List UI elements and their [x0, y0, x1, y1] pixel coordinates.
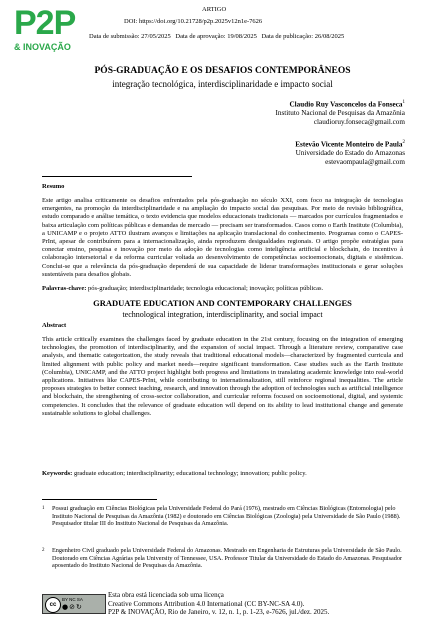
footnote-2 — [42, 547, 403, 570]
subtitle-english: technological integration, interdisciplinarity, and social impact — [122, 310, 323, 319]
keywords-portuguese — [42, 285, 403, 293]
abstract-heading: Abstract — [42, 322, 67, 329]
author-email[interactable]: claudioruy.fonseca@gmail.com — [313, 118, 405, 127]
footnote-ref[interactable]: 1 — [402, 100, 405, 105]
abstract-body: This article critically examines the challenges faced by graduate education in the 21st century, focusing on the integration of emerging technologies, the promotion of interdisciplinarity, and the expansion of social impact. Through a literature review, comparative case analysis, and thematic categorization, the study reveals that traditional educational models—characterized by fragmented curricula and limited alignment with public policy and market needs—require significant transformation. Case studies such as the Earth Institute (Columbia), UNICAMP, and the ATTO project highlight both progress and limitations in translating academic knowledge into real-world applications. Initiatives like CAPES-PrInt, while contributing to internationalization, still reinforce regional inequalities. The article proposes strategies to better connect teaching, research, and innovation through the adoption of technologies such as artificial intelligence and blockchain, the strengthening of cross-sector collaboration, and curricular reforms focused on socioemotional, digital, and systemic competencies. It concludes that the relevance of graduate education will depend on its ability to lead institutional change and generate sustainable solutions to global challenges. — [42, 336, 403, 417]
publication-dates — [89, 33, 347, 40]
resumo-body: Este artigo analisa criticamente os desafios enfrentados pela pós-graduação no século XXI, com foco na integração de tecnologias emergentes, na promoção da interdisciplinaridade e na ampliação do impacto social das pesquisas. Por meio de revisão bibliográfica, estudo comparado e análise temática, o texto evidencia que modelos educacionais tradicionais — marcados por currículos fragmentados e baixa articulação com políticas públicas e demandas de mercado — precisam ser transformados. Casos como o Earth Institute (Columbia), a UNICAMP e o projeto ATTO ilustram avanços e limitações na aplicação translacional do conhecimento. Programas como o CAPES-PrInt, apesar de contribuírem para a internacionalização, ainda reproduzem desigualdades regionais. O artigo propõe estratégias para conectar ensino, pesquisa e inovação por meio da adoção de tecnologias como inteligência artificial e blockchain, do incentivo à colaboração intersetorial e da reforma curricular voltada ao desenvolvimento de competências socioemocionais, digitais e sistêmicas. Conclui-se que a relevância da pós-graduação dependerá de sua capacidade de liderar transformações institucionais e gerar soluções sustentáveis para desafios globais. — [42, 197, 403, 278]
cc-tags: BY NC SA — [62, 597, 83, 602]
resumo-heading: Resumo — [42, 183, 65, 190]
cc-by-nc-sa-icons: ●⊘↻ — [62, 603, 83, 611]
footnote-ref[interactable]: 2 — [402, 140, 405, 145]
title-english: GRADUATE EDUCATION AND CONTEMPORARY CHALLENGES — [93, 298, 352, 308]
author-name: Claudio Ruy Vasconcelos da Fonseca — [289, 100, 403, 109]
footnote-number: 1 — [42, 506, 45, 511]
cc-logo-icon: cc — [45, 597, 61, 613]
license-line-1: Esta obra está licenciada sob uma licença — [108, 591, 224, 599]
footnote-divider — [42, 499, 157, 500]
section-divider — [42, 176, 192, 177]
date-approved: Data de aprovação: 19/08/2025 — [175, 33, 257, 40]
creative-commons-badge[interactable] — [42, 594, 106, 614]
author-affiliation: Instituto Nacional de Pesquisas da Amazônia — [275, 109, 405, 118]
author-affiliation: Universidade do Estado do Amazonas — [295, 149, 405, 158]
date-published: Data de publicação: 26/08/2025 — [261, 33, 345, 40]
title-portuguese: PÓS-GRADUAÇÃO E OS DESAFIOS CONTEMPORÂNEOS — [94, 66, 351, 76]
footnote-1 — [42, 505, 403, 528]
logo-subtitle: & INOVAÇÃO — [14, 42, 71, 52]
license-text — [108, 591, 329, 617]
keywords-label: Palavras-chave: — [42, 285, 87, 292]
author-block-1 — [275, 98, 405, 127]
citation-line: P2P & INOVAÇÃO, Rio de Janeiro, v. 12, n. 1, p. 1-23, e-7626, jul./dez. 2025. — [108, 608, 330, 617]
article-type-label: ARTIGO — [202, 6, 227, 13]
keywords-label: Keywords: — [42, 470, 73, 477]
keywords-list: graduate education; interdisciplinarity; educational technology; innovation; public policy. — [73, 470, 307, 477]
logo-wordmark: P2P — [14, 4, 76, 42]
subtitle-portuguese: integração tecnológica, interdisciplinaridade e impacto social — [112, 79, 333, 89]
author-name: Estevão Vicente Monteiro de Paula — [295, 140, 403, 149]
footnote-text: Engenheiro Civil graduado pela Universidade Federal do Amazonas. Mestrado em Engenharia de Estruturas pela Universidade de São Paulo. Doutorado em Ciências Agrárias pela University of Tennessee, USA. Professor Titular da Universidade do Estado do Amazonas. Pesquisador aposentado do Instituto Nacional de Pesquisas da Amazônia. — [52, 547, 403, 570]
doi-link[interactable]: DOI: https://doi.org/10.21728/p2p.2025v12n1e-7626 — [124, 18, 263, 25]
footnote-text: Possui graduação em Ciências Biológicas pela Universidade Federal do Pará (1976), mestrado em Ciências Biológicas (Entomologia) pelo Instituto Nacional de Pesquisas da Amazônia (1982) e doutorado em Ciências Biológicas (Zoologia) pela Universidade de São Paulo (1988). Pesquisador titular III do Instituto Nacional de Pesquisas da Amazônia. — [52, 505, 401, 528]
author-email[interactable]: estevaompaula@gmail.com — [325, 158, 405, 167]
keywords-english — [42, 470, 403, 478]
footnote-number: 2 — [42, 548, 45, 553]
date-submitted: Data de submissão: 27/05/2025 — [89, 33, 171, 40]
license-line-2: Creative Commons Attribution 4.0 International (CC BY-NC-SA 4.0). — [108, 599, 305, 608]
keywords-list: pós-graduação; interdisciplinaridade; tecnologia educacional; inovação; políticas públicas. — [88, 285, 324, 292]
author-block-2 — [295, 138, 405, 167]
journal-logo — [14, 6, 94, 56]
